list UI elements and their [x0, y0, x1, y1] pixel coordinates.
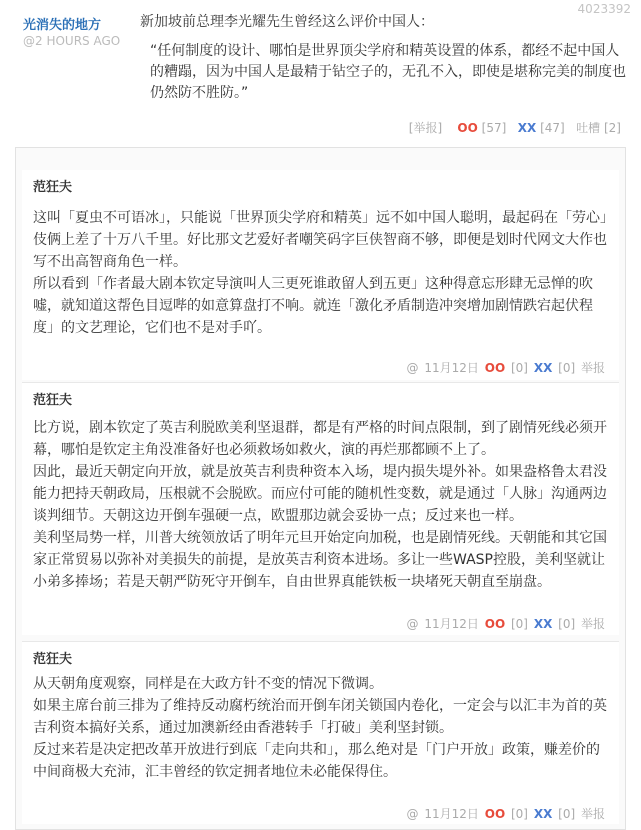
oo-count: [0] [510, 807, 528, 821]
comment-paragraph: 这叫「夏虫不可语冰」，只能说「世界顶尖学府和精英」远不如中国人聪明，最起码在「劳心」伎俩上差了十万八千里。好比那文艺爱好者嘲笑码字巨侠智商不够，即便是划时代网文大作也写不出高智商角色一样。 [33, 210, 607, 270]
comments-panel [15, 147, 626, 830]
post-time: @2 HOURS AGO [23, 34, 121, 48]
xx-count: [0] [558, 361, 576, 375]
oo-button[interactable]: OO [484, 807, 506, 821]
comment-paragraph: 美利坚局势一样，川普大统领放话了明年元旦开始定向加税，也是剧情死线。天朝能和其它国家正常贸易以弥补对美损失的前提，是放英吉利资本进场。多让一些WASP控股，美利坚就让小弟多捧场；若是天朝严防死守开倒车，自由世界真能铁板一块堵死天朝直至崩盘。 [33, 530, 607, 590]
oo-count: [0] [510, 617, 528, 631]
xx-button[interactable]: XX [533, 617, 553, 631]
post-intro: 新加坡前总理李光耀先生曾经这么评价中国人： [140, 14, 434, 30]
post-quote: “任何制度的设计、哪怕是世界顶尖学府和精英设置的体系，都经不起中国人的糟蹋，因为中国人是最精于钻空子的，无孔不入，即使是堪称完美的制度也仍然防不胜防。” [150, 43, 626, 101]
comment [22, 382, 619, 635]
report-button[interactable]: 举报 [580, 617, 605, 631]
comment-footer [405, 359, 605, 376]
xx-button[interactable]: XX [533, 361, 553, 375]
xx-button[interactable]: XX [517, 121, 537, 135]
oo-count: [0] [510, 361, 528, 375]
comment-footer [405, 805, 605, 822]
oo-button[interactable]: OO [484, 361, 506, 375]
xx-count: [0] [558, 617, 576, 631]
comment-paragraph: 所以看到「作者最大剧本钦定导演叫人三更死谁敢留人到五更」这种得意忘形肆无忌惮的吹嘘，就知道这帮色目逗哔的如意算盘打不响。就连「激化矛盾制造冲突增加剧情跌宕起伏程度」的文艺理论，它们也不是对手吖。 [33, 276, 593, 336]
at-sign: @ [406, 807, 419, 821]
comment [22, 170, 619, 380]
at-sign: @ [406, 361, 419, 375]
post-body [140, 12, 626, 104]
comment-date: 11月12日 [424, 807, 479, 821]
at-sign: @ [406, 617, 419, 631]
comment-author: 范狂夫 [33, 180, 73, 195]
comment-date: 11月12日 [424, 617, 479, 631]
xx-count: [47] [540, 121, 565, 135]
comment-author: 范狂夫 [33, 652, 73, 667]
tucao-button[interactable]: 吐槽 [2] [576, 121, 621, 135]
post-id: 4023392 [577, 2, 631, 16]
comment-author: 范狂夫 [33, 393, 73, 408]
xx-button[interactable]: XX [533, 807, 553, 821]
comment-body [33, 417, 608, 593]
comment [22, 641, 619, 824]
report-button[interactable]: 举报 [580, 807, 605, 821]
comment-body [33, 673, 608, 783]
comment-footer [405, 615, 605, 632]
comment-paragraph: 因此，最近天朝定向开放，就是放英吉利贵种资本入场，堤内损失堤外补。如果盎格鲁太君没能力把持天朝政局，压根就不会脱欧。而应付可能的随机性变数，就是通过「人脉」沟通两边谈判细节。天朝这边开倒车强硬一点，欧盟那边就会妥协一点；反过来也一样。 [33, 464, 607, 524]
oo-button[interactable]: OO [484, 617, 506, 631]
comment-paragraph: 比方说，剧本钦定了英吉利脱欧美利坚退群，都是有严格的时间点限制，到了剧情死线必须开幕，哪怕是钦定主角没准备好也必须救场如救火，演的再烂那都顾不上了。 [33, 420, 607, 458]
post-author[interactable]: 光消失的地方 [23, 18, 102, 33]
oo-button[interactable]: OO [457, 121, 478, 135]
post-vote-bar [409, 119, 621, 136]
comment-body [33, 207, 608, 339]
comment-paragraph: 如果主席台前三排为了维持反动腐朽统治而开倒车闭关锁国内卷化，一定会与以汇丰为首的英吉利资本搞好关系，通过加澳新经由香港转手「打破」美利坚封锁。 [33, 698, 607, 736]
comment-paragraph: 从天朝角度观察，同样是在大政方针不变的情况下微调。 [33, 676, 383, 692]
comment-paragraph: 反过来若是决定把改革开放进行到底「走向共和」，那么绝对是「门户开放」政策，赚差价的中间商极大充沛，汇丰曾经的钦定拥者地位未必能保得住。 [33, 742, 600, 780]
xx-count: [0] [558, 807, 576, 821]
report-button[interactable]: 举报 [580, 361, 605, 375]
comment-date: 11月12日 [424, 361, 479, 375]
report-button[interactable]: [举报] [408, 121, 443, 135]
oo-count: [57] [481, 121, 507, 135]
